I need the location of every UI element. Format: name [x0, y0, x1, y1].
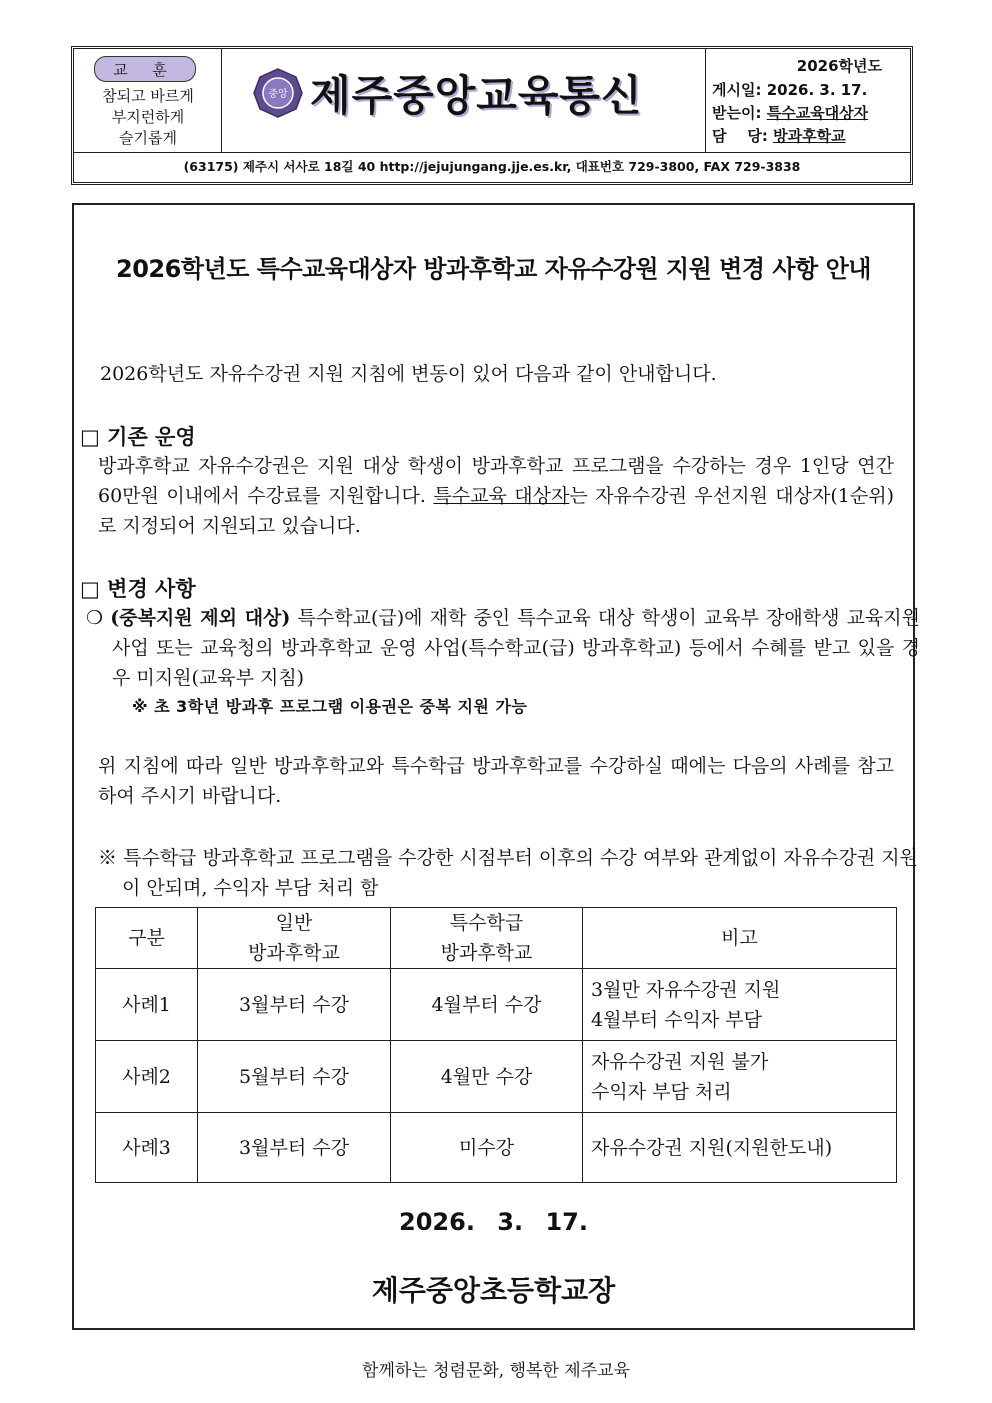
table-cell: 5월부터 수강 — [198, 1041, 391, 1113]
notice-info — [706, 49, 910, 152]
table-cell: 자유수강권 지원(지원한도내) — [583, 1113, 897, 1183]
section-heading-existing: □ 기존 운영 — [80, 425, 196, 449]
school-address: (63175) 제주시 서사로 18길 40 http://jejujungang.jje.es.kr, 대표번호 729-3800, FAX 729-3838 — [74, 152, 910, 182]
caution-note: ※ 특수학급 방과후학교 프로그램을 수강한 시점부터 이후의 수강 여부와 관계없이 자유수강권 지원이 안되며, 수익자 부담 처리 함 — [98, 847, 918, 899]
newsletter-title-area — [222, 49, 706, 152]
table-cell: 3월부터 수강 — [198, 1113, 391, 1183]
footer-slogan: 함께하는 청렴문화, 행복한 제주교육 — [362, 1361, 630, 1381]
intro-text: 2026학년도 자유수강권 지원 지침에 변동이 있어 다음과 같이 안내합니다. — [100, 363, 717, 385]
table-cell: 자유수강권 지원 불가 수익자 부담 처리 — [583, 1041, 897, 1113]
newsletter-title: 제주중앙교육통신 — [310, 71, 643, 120]
table-cell: 사례2 — [96, 1041, 198, 1113]
motto-line: 슬기롭게 — [119, 129, 177, 147]
motto-line: 참되고 바르게 — [102, 87, 194, 105]
existing-paragraph — [98, 451, 894, 541]
table-cell: 3월부터 수강 — [198, 969, 391, 1041]
notice-date: 2026. 3. 17. — [399, 1208, 588, 1236]
posted-value: 2026. 3. 17. — [766, 81, 868, 99]
table-cell: 사례3 — [96, 1113, 198, 1183]
recipient-value: 특수교육대상자 — [766, 104, 869, 122]
table-cell: 4월부터 수강 — [391, 969, 583, 1041]
bullet-text: 특수학교(급)에 재학 중인 특수교육 대상 학생이 교육부 장애학생 교육지원 사업 또는 교육청의 방과후학교 운영 사업(특수학교(급) 방과후학교) 등에서 수혜를 받고 있을 경우 미지원(교육부 지침) — [112, 607, 920, 689]
guidance-paragraph: 위 지침에 따라 일반 방과후학교와 특수학급 방과후학교를 수강하실 때에는 다음의 사례를 참고하여 주시기 바랍니다. — [98, 755, 894, 807]
notice-body — [72, 203, 920, 1330]
school-year: 2026학년도 — [796, 57, 882, 75]
existing-text-underlined: 특수교육 대상자 — [433, 485, 570, 507]
posted-date — [712, 79, 867, 100]
bullet-bold-label: (중복지원 제외 대상) — [110, 607, 291, 629]
table-header-cell: 구분 — [96, 908, 198, 969]
existing-text-a: 방과후학교 자유수강권은 지원 대상 학생이 방과후학교 프로그램을 수강하는 경우 1인당 연간 60만원 이내에서 수강료를 지원합니다. — [98, 455, 894, 507]
school-emblem-icon — [252, 67, 304, 119]
recipient-label: 받는이: — [712, 104, 762, 122]
change-bullet — [86, 603, 920, 693]
posted-label: 게시일: — [712, 81, 762, 99]
principal-signature: 제주중앙초등학교장 — [371, 1274, 616, 1307]
recipient — [712, 102, 868, 123]
manager-label: 담 당: — [712, 127, 768, 145]
table-header-row — [96, 908, 897, 969]
table-cell: 3월만 자유수강권 지원 4월부터 수익자 부담 — [583, 969, 897, 1041]
motto-text — [74, 86, 222, 149]
bullet-circle-icon: ❍ — [86, 607, 104, 629]
table-row — [96, 1113, 897, 1183]
motto-badge: 교 훈 — [94, 56, 196, 82]
document-title: 2026학년도 특수교육대상자 방과후학교 자유수강원 지원 변경 사항 안내 — [116, 255, 871, 283]
existing-text-b: 는 자유수강권 우선지원 대상자(1순위)로 지정되어 지원되고 있습니다. — [98, 485, 894, 537]
table-header-cell: 일반 방과후학교 — [198, 908, 391, 969]
table-row — [96, 969, 897, 1041]
emblem-label: 중앙 — [268, 89, 288, 100]
manager-value: 방과후학교 — [773, 127, 846, 145]
case-table — [95, 907, 897, 1183]
table-cell: 사례1 — [96, 969, 198, 1041]
table-cell: 미수강 — [391, 1113, 583, 1183]
table-cell: 4월만 수강 — [391, 1041, 583, 1113]
motto-line: 부지런하게 — [111, 108, 185, 126]
section-heading-changes: □ 변경 사항 — [80, 577, 196, 601]
manager — [712, 125, 846, 146]
table-row — [96, 1041, 897, 1113]
exception-note: ※ 초 3학년 방과후 프로그램 이용권은 중복 지원 가능 — [132, 697, 528, 716]
table-header-cell: 특수학급 방과후학교 — [391, 908, 583, 969]
newsletter-header — [71, 46, 913, 185]
school-motto — [74, 49, 222, 152]
table-header-cell: 비고 — [583, 908, 897, 969]
